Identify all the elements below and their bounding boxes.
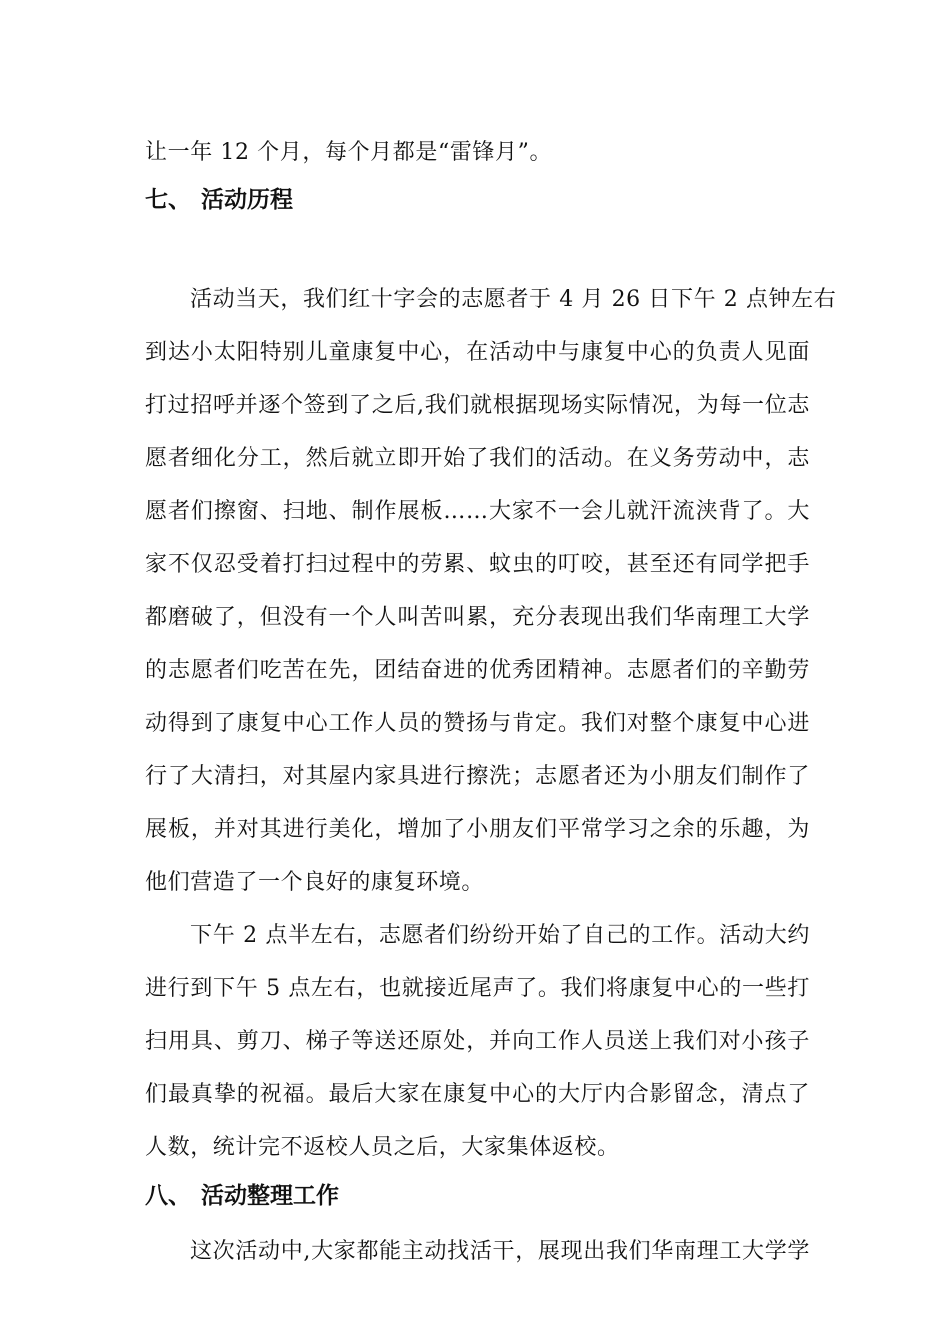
paragraph-line: 到达小太阳特别儿童康复中心，在活动中与康复中心的负责人见面 <box>145 340 810 365</box>
paragraph-line: 动得到了康复中心工作人员的赞扬与肯定。我们对整个康复中心进 <box>145 711 810 736</box>
paragraph-line: 家不仅忍受着打扫过程中的劳累、蚊虫的叮咬，甚至还有同学把手 <box>145 552 810 577</box>
paragraph-line: 扫用具、剪刀、梯子等送还原处，并向工作人员送上我们对小孩子 <box>145 1029 810 1054</box>
paragraph-line: 愿者们擦窗、扫地、制作展板……大家不一会儿就汗流浃背了。大 <box>145 499 810 524</box>
paragraph-line: 的志愿者们吃苦在先，团结奋进的优秀团精神。志愿者们的辛勤劳 <box>145 658 810 683</box>
section-8-heading <box>145 1180 339 1212</box>
paragraph-line: 愿者细化分工，然后就立即开始了我们的活动。在义务劳动中，志 <box>145 446 810 471</box>
section-8-number: 八、 <box>145 1183 191 1209</box>
paragraph-line: 进行到下午 5 点左右，也就接近尾声了。我们将康复中心的一些打 <box>145 976 810 1001</box>
paragraph-line: 活动当天，我们红十字会的志愿者于 4 月 26 日下午 2 点钟左右 <box>190 287 837 312</box>
paragraph-line: 他们营造了一个良好的康复环境。 <box>145 870 485 895</box>
section-7-heading <box>145 184 293 216</box>
paragraph-line: 们最真挚的祝福。最后大家在康复中心的大厅内合影留念，清点了 <box>145 1082 810 1107</box>
paragraph-line: 这次活动中,大家都能主动找活干，展现出我们华南理工大学学 <box>190 1239 810 1264</box>
section-7-title: 活动历程 <box>201 187 293 213</box>
paragraph-line: 行了大清扫，对其屋内家具进行擦洗；志愿者还为小朋友们制作了 <box>145 764 810 789</box>
paragraph-line: 人数，统计完不返校人员之后，大家集体返校。 <box>145 1135 620 1160</box>
paragraph-line: 展板，并对其进行美化，增加了小朋友们平常学习之余的乐趣，为 <box>145 817 810 842</box>
paragraph-line: 都磨破了，但没有一个人叫苦叫累，充分表现出我们华南理工大学 <box>145 605 810 630</box>
paragraph-line: 下午 2 点半左右，志愿者们纷纷开始了自己的工作。活动大约 <box>190 923 810 948</box>
section-8-title: 活动整理工作 <box>201 1183 339 1209</box>
section-7-number: 七、 <box>145 187 191 213</box>
paragraph-line: 打过招呼并逐个签到了之后,我们就根据现场实际情况，为每一位志 <box>145 393 810 418</box>
intro-line: 让一年 12 个月，每个月都是“雷锋月”。 <box>145 140 553 165</box>
